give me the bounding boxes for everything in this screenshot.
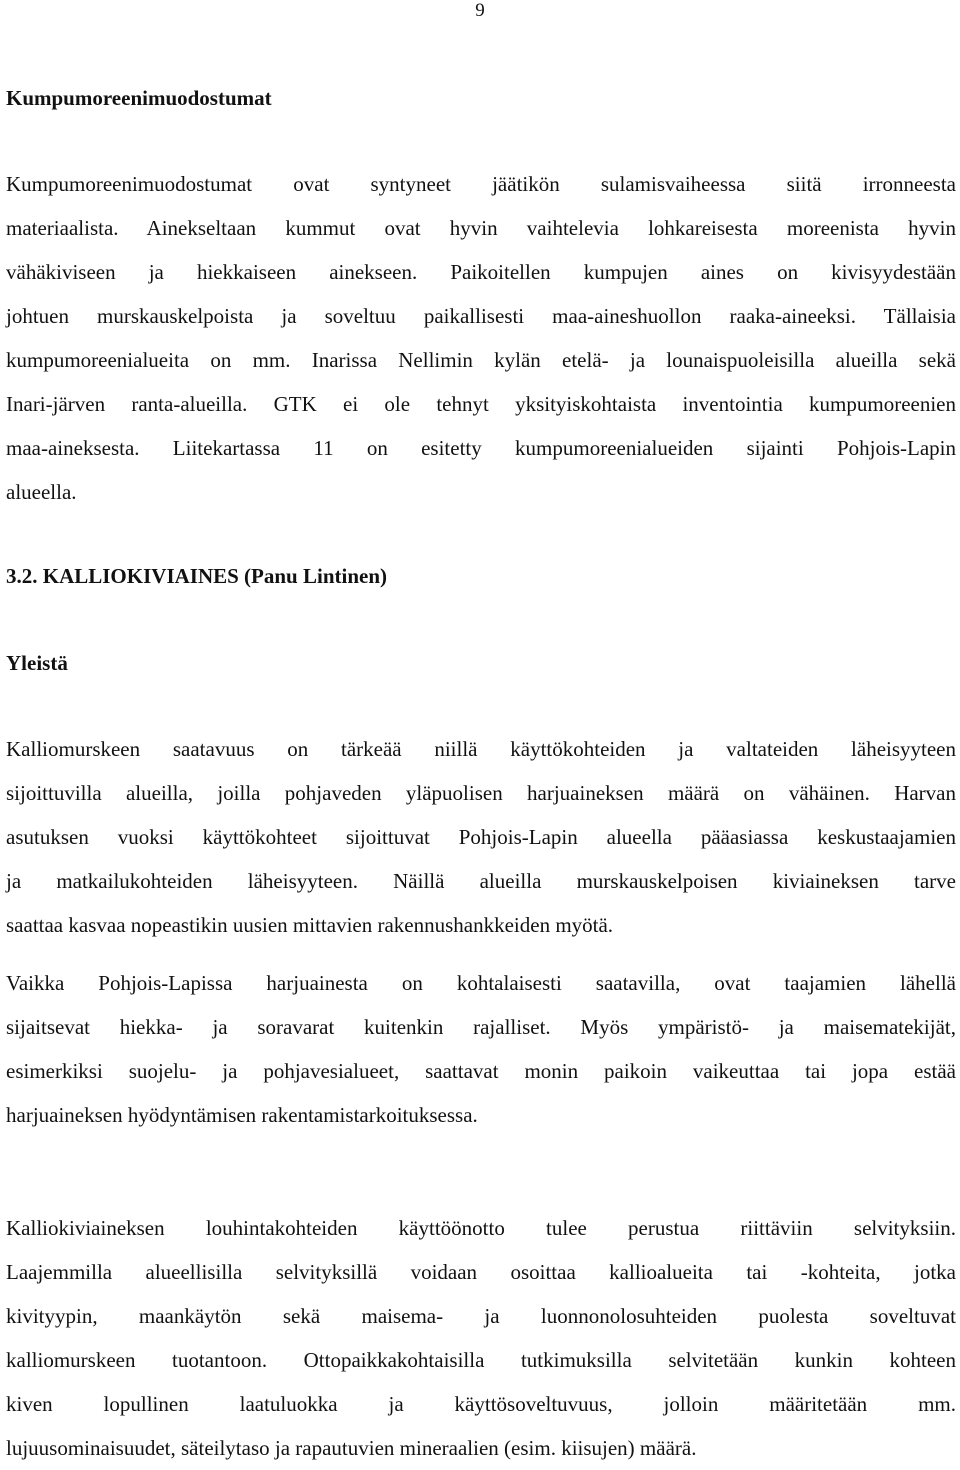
paragraph-line: kivityypin, maankäytön sekä maisema- ja luonnonolosuhteiden puolesta soveltuvat	[6, 1304, 956, 1328]
page-number: 9	[475, 0, 485, 21]
paragraph-louhintakohteet	[6, 1206, 956, 1470]
paragraph-line: sijaitsevat hiekka- ja soravarat kuitenkin rajalliset. Myös ympäristö- ja maisematekijät,	[6, 1015, 956, 1039]
paragraph-line: sijoittuvilla alueilla, joilla pohjaveden yläpuolisen harjuaineksen määrä on vähäinen. Harvan	[6, 781, 956, 805]
paragraph-line: asutuksen vuoksi käyttökohteet sijoittuvat Pohjois-Lapin alueella pääasiassa keskustaajamien	[6, 825, 956, 849]
section-heading-kalliokiviaines: 3.2. KALLIOKIVIAINES (Panu Lintinen)	[6, 564, 388, 588]
paragraph-line: Laajemmilla alueellisilla selvityksillä voidaan osoittaa kallioalueita tai -kohteita, jotka	[6, 1260, 956, 1284]
paragraph-line: kalliomurskeen tuotantoon. Ottopaikkakohtaisilla tutkimuksilla selvitetään kunkin kohteen	[6, 1348, 956, 1372]
paragraph-line: kiven lopullinen laatuluokka ja käyttösoveltuvuus, jolloin määritetään mm.	[6, 1392, 956, 1416]
paragraph-line: Kumpumoreenimuodostumat ovat syntyneet jäätikön sulamisvaiheessa siitä irronneesta	[6, 172, 956, 196]
paragraph-line: alueella.	[6, 480, 77, 504]
paragraph-line: kumpumoreenialueita on mm. Inarissa Nellimin kylän etelä- ja lounaispuoleisilla alueilla sekä	[6, 348, 956, 372]
paragraph-line: johtuen murskauskelpoista ja soveltuu paikallisesti maa-aineshuollon raaka-aineeksi. Tällaisia	[6, 304, 956, 328]
paragraph-kalliomurske	[6, 727, 956, 947]
paragraph-line: Kalliomurskeen saatavuus on tärkeää niillä käyttökohteiden ja valtateiden läheisyyteen	[6, 737, 956, 761]
paragraph-line: Vaikka Pohjois-Lapissa harjuainesta on kohtalaisesti saatavilla, ovat taajamien lähellä	[6, 971, 956, 995]
paragraph-line: materiaalista. Ainekseltaan kummut ovat hyvin vaihtelevia lohkareisesta moreenista hyvin	[6, 216, 956, 240]
paragraph-line: esimerkiksi suojelu- ja pohjavesialueet, saattavat monin paikoin vaikeuttaa tai jopa estää	[6, 1059, 956, 1083]
paragraph-line: Inari-järven ranta-alueilla. GTK ei ole tehnyt yksityiskohtaista inventointia kumpumoreenien	[6, 392, 956, 416]
paragraph-kumpumoreeni	[6, 162, 956, 514]
heading-kumpumoreenimuodostumat: Kumpumoreenimuodostumat	[6, 86, 272, 110]
paragraph-line: ja matkailukohteiden läheisyyteen. Näillä alueilla murskauskelpoisen kiviaineksen tarve	[6, 869, 956, 893]
paragraph-line: lujuusominaisuudet, säteilytaso ja rapautuvien mineraalien (esim. kiisujen) määrä.	[6, 1436, 697, 1460]
paragraph-line: saattaa kasvaa nopeastikin uusien mittavien rakennushankkeiden myötä.	[6, 913, 614, 937]
paragraph-line: vähäkiviseen ja hiekkaiseen ainekseen. Paikoitellen kumpujen aines on kivisyydestään	[6, 260, 956, 284]
subheading-yleista: Yleistä	[6, 651, 68, 675]
paragraph-line: Kalliokiviaineksen louhintakohteiden käyttöönotto tulee perustua riittäviin selvityksiin.	[6, 1216, 956, 1240]
paragraph-harjuaines	[6, 961, 956, 1137]
paragraph-line: harjuaineksen hyödyntämisen rakentamistarkoituksessa.	[6, 1103, 478, 1127]
paragraph-line: maa-aineksesta. Liitekartassa 11 on esitetty kumpumoreenialueiden sijainti Pohjois-Lapin	[6, 436, 956, 460]
